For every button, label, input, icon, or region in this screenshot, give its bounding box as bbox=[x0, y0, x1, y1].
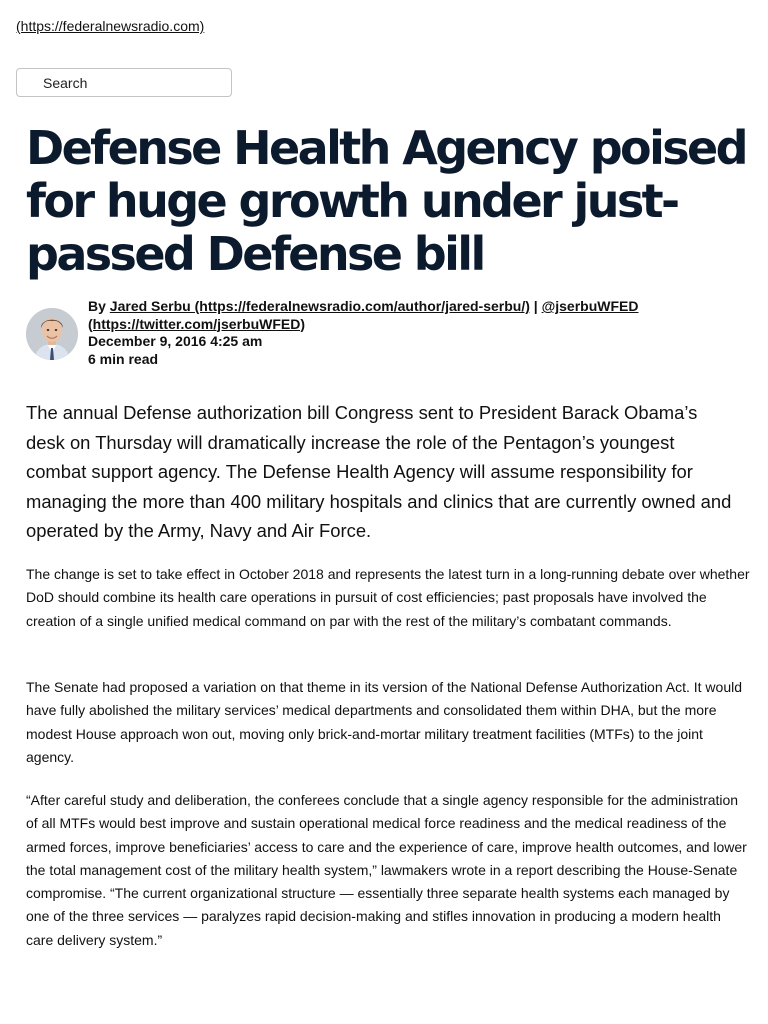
site-home-link[interactable]: (https://federalnewsradio.com) bbox=[16, 18, 205, 34]
byline-separator: | bbox=[529, 298, 542, 314]
author-link[interactable]: Jared Serbu (https://federalnewsradio.com/author/jared-serbu/) bbox=[109, 298, 530, 314]
article-paragraph-1: The change is set to take effect in October 2018 and represents the latest turn in a long-running debate over whether DoD should combine its health care operations in pursuit of cost efficiencies; past proposals have involved the creation of a single unified medical command on par with the rest of the military’s combatant commands. bbox=[26, 566, 750, 629]
article-headline: Defense Health Agency poised for huge growth under just-passed Defense bill bbox=[26, 121, 746, 281]
author-avatar[interactable] bbox=[26, 308, 78, 360]
search-box[interactable] bbox=[16, 68, 232, 97]
read-time: 6 min read bbox=[88, 350, 159, 367]
twitter-url-link[interactable]: (https://twitter.com/jserbuWFED) bbox=[88, 315, 305, 332]
publish-date: December 9, 2016 4:25 am bbox=[88, 333, 263, 349]
author-photo-icon bbox=[26, 308, 78, 360]
article-paragraph-3: “After careful study and deliberation, the conferees conclude that a single agency responsible for the administration of all MTFs would best improve and sustain operational medical force readiness and the medical readiness of the armed forces, improve beneficiaries’ access to care and the experience of care, improve health outcomes, and lower the total management cost of the military health system,” lawmakers wrote in a report describing the House-Senate compromise. “The current organizational structure — essentially three separate health systems each managed by one of the three services — paralyzes rapid decision-making and stifles innovation in producing a modern health care delivery system.” bbox=[26, 792, 747, 948]
search-input[interactable] bbox=[43, 75, 213, 91]
article-lead: The annual Defense authorization bill Congress sent to President Barack Obama’s desk on Thursday will dramatically increase the role of the Pentagon’s youngest combat support agency. The Defense Health Agency will assume responsibility for managing the more than 400 military hospitals and clinics that are currently owned and operated by the Army, Navy and Air Force. bbox=[26, 402, 732, 541]
twitter-handle-link[interactable]: @jserbuWFED bbox=[541, 298, 639, 314]
article-paragraph-2: The Senate had proposed a variation on that theme in its version of the National Defense Authorization Act. It would have fully abolished the military services’ medical departments and consolidated them within DHA, but the more modest House approach won out, moving only brick-and-mortar military treatment facilities (MTFs) to the joint agency. bbox=[26, 679, 742, 765]
byline-text bbox=[88, 298, 738, 368]
byline-by: By bbox=[88, 298, 110, 314]
